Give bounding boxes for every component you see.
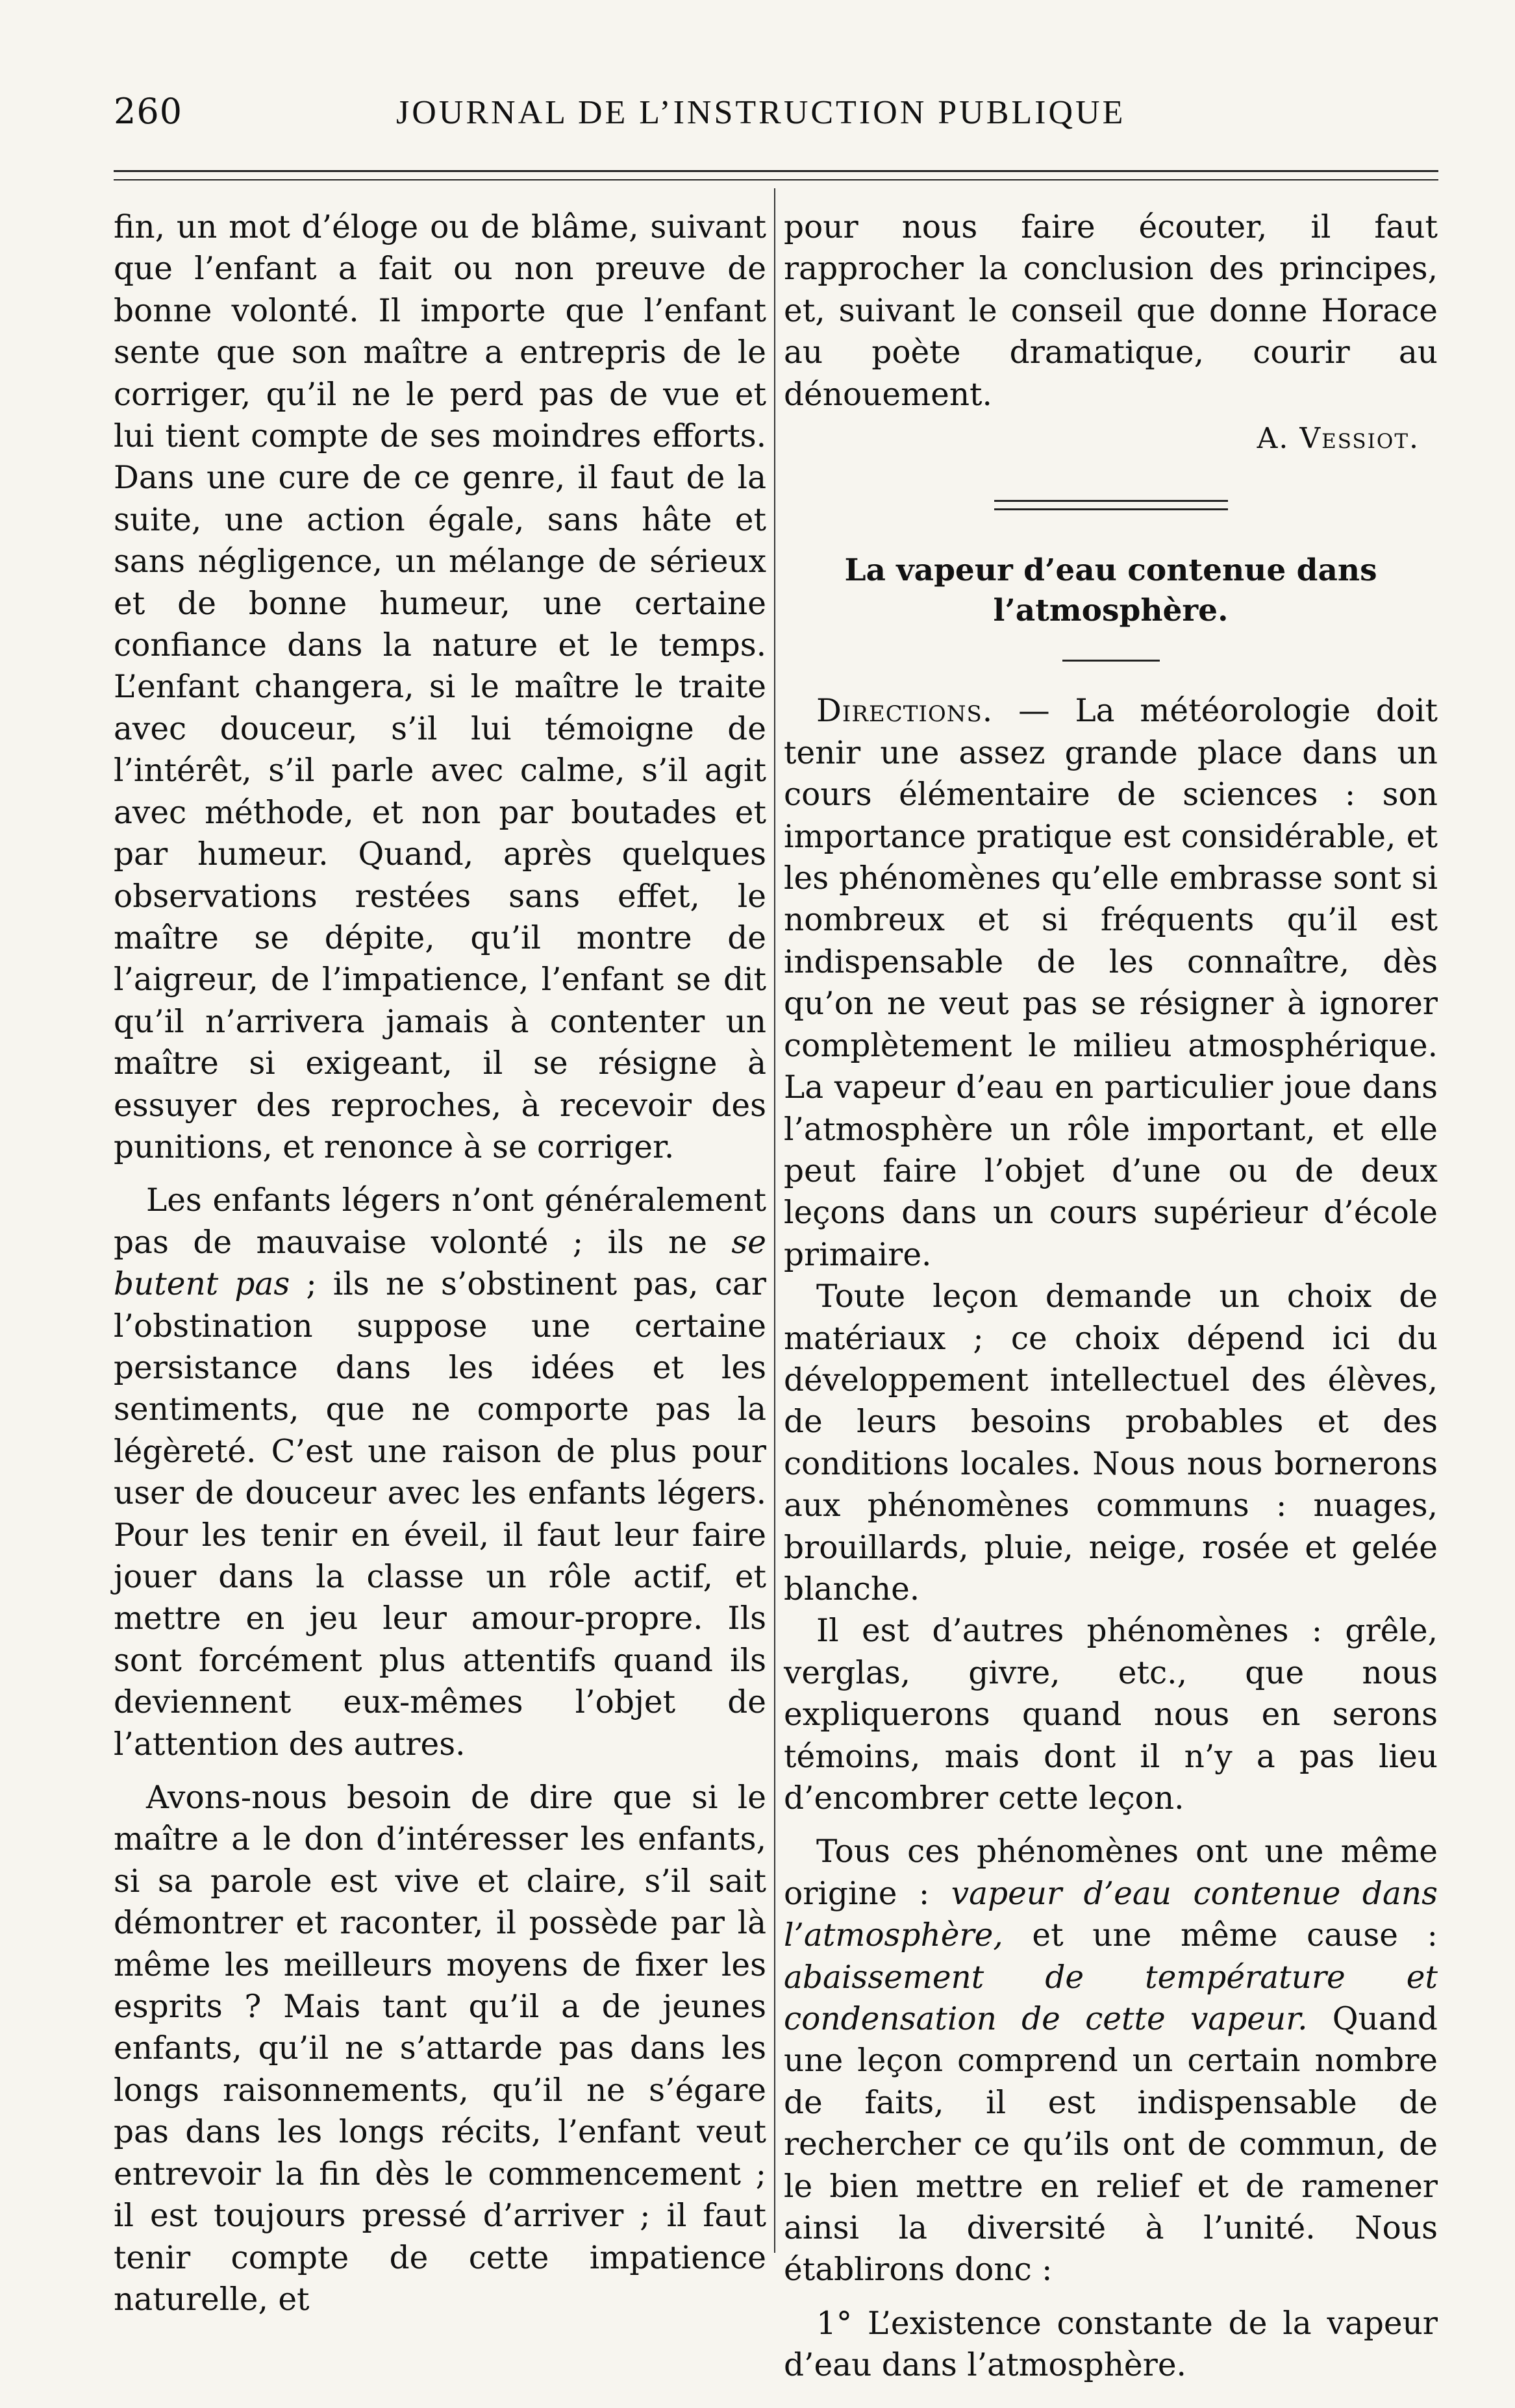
signature-name: essiot.: [1321, 422, 1420, 456]
paragraph: [114, 1180, 766, 1765]
emphasis: vapeur d’eau contenue dans l’atmosphère,: [784, 1875, 1438, 1954]
text-run: et une même cause :: [1003, 1917, 1438, 1954]
paragraph: [784, 1831, 1438, 2290]
left-column: [114, 206, 766, 2320]
section-separator: [994, 500, 1228, 510]
paragraph: pour nous faire écouter, il faut rapprocher la conclusion des principes, et, suivant le conseil que donne Horace au poète dramatique, courir au dénouement.: [784, 209, 1438, 413]
emphasis: abaissement de température et condensation de cette vapeur.: [784, 1959, 1438, 2038]
page-header: [114, 91, 1442, 149]
text-run: Les enfants légers n’ont généralement pas de mauvaise volonté ; ils ne: [114, 1182, 766, 1261]
header-rule: [114, 170, 1438, 172]
column-divider: [774, 188, 775, 2253]
text-run: Tous ces phénomènes ont une même origine :: [784, 1833, 1438, 1912]
title-rule: [1062, 660, 1160, 662]
article-title: La vapeur d’eau contenue dans l’atmosphère.: [844, 552, 1377, 629]
paragraph: fin, un mot d’éloge ou de blâme, suivant que l’enfant a fait ou non preuve de bonne volonté. Il importe que l’enfant sente que son maître a entrepris de le corriger, qu’il ne le perd pas de vue et lui tient compte de ses moindres efforts. Dans une cure de ce genre, il faut de la suite, une action égale, sans hâte et sans négligence, un mélange de sérieux et de bonne humeur, une certaine confiance dans la nature et le temps. L’enfant changera, si le maître le traite avec douceur, s’il lui témoigne de l’intérêt, s’il parle avec calme, s’il agit avec méthode, et non par boutades et par humeur. Quand, après quelques observations restées sans effet, le maître se dépite, qu’il montre de l’aigreur, de l’impatience, l’enfant se dit qu’il n’arrivera jamais à contenter un maître si exigeant, il se résigne à essuyer des reproches, à recevoir des punitions, et renonce à se corriger.: [114, 209, 766, 1165]
paragraph: Toute leçon demande un choix de matériaux ; ce choix dépend ici du développement intellectuel des élèves, de leurs besoins probables et des conditions locales. Nous nous bornerons aux phénomènes communs : nuages, brouillards, pluie, neige, rosée et gelée blanche.: [784, 1278, 1438, 1607]
header-rule-thin: [114, 179, 1438, 180]
paragraph: Avons-nous besoin de dire que si le maître a le don d’intéresser les enfants, si sa parole est vive et claire, s’il sait démontrer et raconter, il possède par là même les meilleurs moyens de fixer les esprits ? Mais tant qu’il a de jeunes enfants, qu’il ne s’attarde pas dans les longs raisonnements, qu’il ne s’égare pas dans les longs récits, l’enfant veut entrevoir la fin dès le commencement ; il est toujours pressé d’arriver ; il faut tenir compte de cette impatience naturelle, et: [114, 1780, 766, 2318]
page-number: 260: [114, 91, 183, 132]
author-signature: [784, 418, 1438, 460]
paragraph: Il est d’autres phénomènes : grêle, verglas, givre, etc., que nous expliquerons quand nous en serons témoins, mais dont il n’y a pas lieu d’encombrer cette leçon.: [784, 1613, 1438, 1817]
text-run: — La météorologie doit tenir une assez grande place dans un cours élémentaire de sciences : son importance pratique est considérable, et les phénomènes qu’elle embrasse sont si nombreux et si fréquents qu’il est indispensable de les connaître, dès qu’on ne veut pas se résigner à ignorer complètement le milieu atmosphérique. La vapeur d’eau en particulier joue dans l’atmosphère un rôle important, et elle peut faire l’objet d’une ou de deux leçons dans un cours supérieur d’école primaire.: [784, 693, 1438, 1273]
emphasis: se butent pas: [114, 1224, 766, 1303]
signature-initial: A. V: [1257, 422, 1322, 456]
paragraph: [784, 690, 1438, 1276]
directions-label: Directions.: [816, 693, 994, 730]
right-column: [784, 206, 1438, 2387]
paragraph: 1° L’existence constante de la vapeur d’eau dans l’atmosphère.: [784, 2305, 1438, 2384]
text-run: ; ils ne s’obstinent pas, car l’obstination suppose une certaine persistance dans les idées et les sentiments, que ne comporte pas la légèreté. C’est une raison de plus pour user de douceur avec les enfants légers. Pour les tenir en éveil, il faut leur faire jouer dans la classe un rôle actif, et mettre en jeu leur amour-propre. Ils sont forcément plus attentifs quand ils deviennent eux-mêmes l’objet de l’attention des autres.: [114, 1266, 766, 1763]
running-title: JOURNAL DE L’INSTRUCTION PUBLIQUE: [396, 94, 1126, 131]
text-run: Quand une leçon comprend un certain nombre de faits, il est indispensable de rechercher ce qu’ils ont de commun, de le bien mettre en relief et de ramener ainsi la diversité à l’unité. Nous établirons donc :: [784, 2001, 1438, 2289]
